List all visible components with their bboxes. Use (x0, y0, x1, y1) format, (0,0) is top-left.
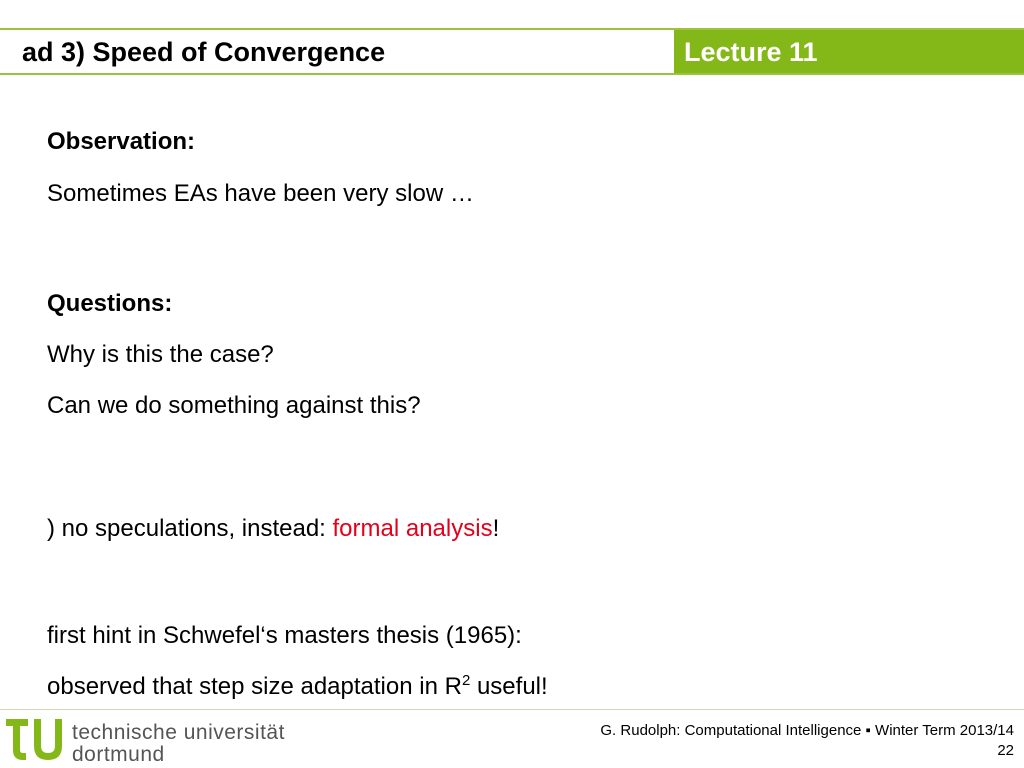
conclusion-suffix: ! (492, 515, 500, 542)
conclusion-line (47, 514, 499, 544)
university-name (72, 722, 285, 766)
lecture-badge (674, 30, 1024, 73)
hint-line: first hint in Schwefel‘s masters thesis (1965): (47, 622, 522, 649)
slide-title: ad 3) Speed of Convergence (22, 37, 386, 67)
page-number: 22 (997, 742, 1014, 759)
university-line-1: technische universität (72, 721, 285, 744)
tu-logo-icon (4, 716, 68, 764)
observed-line (47, 672, 548, 702)
credit-text: G. Rudolph: Computational Intelligence ▪ Winter Term 2013/14 (600, 722, 1014, 739)
observed-prefix: observed that step size adaptation in R (47, 673, 462, 700)
formal-analysis-highlight: formal analysis (332, 515, 493, 542)
lecture-label: Lecture 11 (684, 37, 818, 67)
university-line-2: dortmund (72, 743, 165, 766)
question-1: Why is this the case? (47, 341, 274, 368)
observation-heading: Observation: (47, 128, 196, 155)
question-2: Can we do something against this? (47, 392, 421, 419)
questions-heading: Questions: (47, 290, 173, 317)
observed-suffix: useful! (470, 673, 548, 700)
observation-text: Sometimes EAs have been very slow … (47, 180, 474, 207)
observed-superscript: 2 (461, 672, 471, 689)
footer-rule (0, 709, 1024, 710)
conclusion-prefix: ) no speculations, instead: (47, 515, 333, 542)
footer-credit (600, 721, 1014, 761)
header-bottom-rule (0, 73, 1024, 75)
